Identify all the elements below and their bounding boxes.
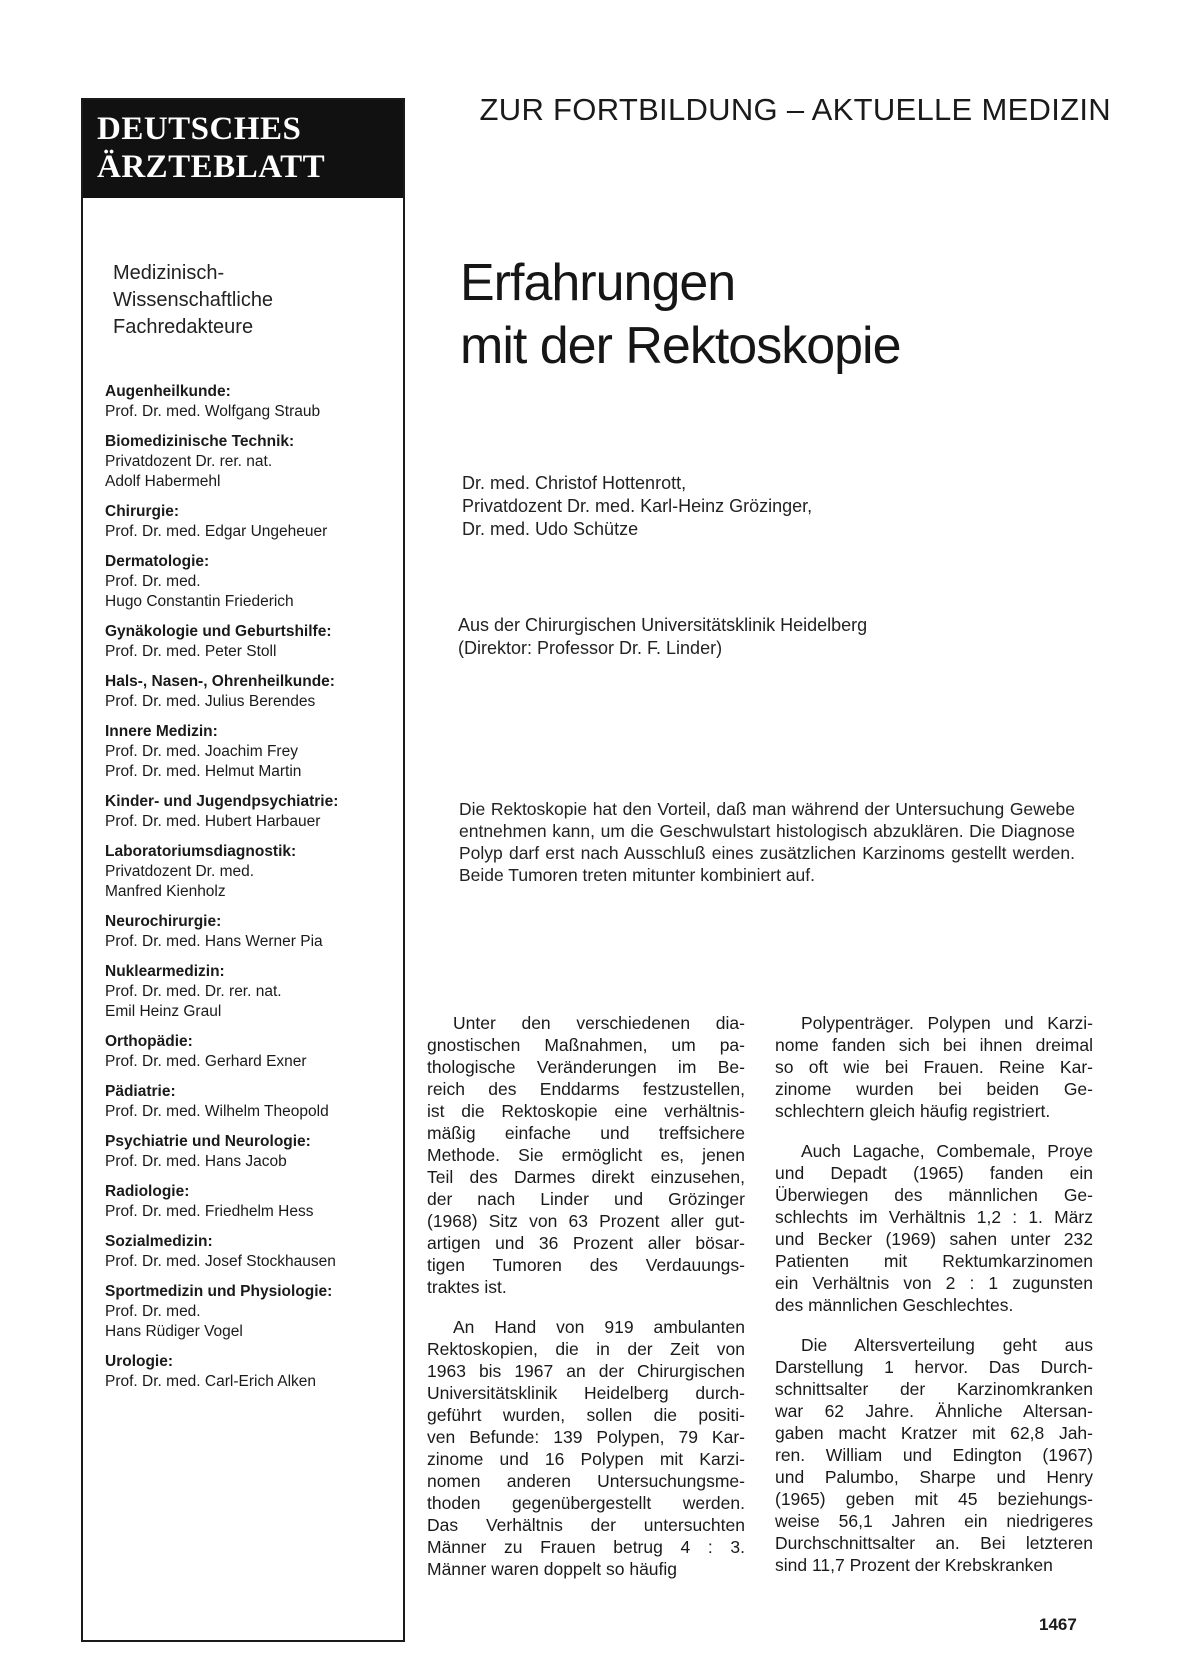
editor-name: Hugo Constantin Friederich bbox=[105, 593, 294, 610]
article-authors bbox=[462, 472, 812, 541]
editor-field: Psychiatrie und Neurologie: bbox=[105, 1133, 311, 1150]
editor-field: Dermatologie: bbox=[105, 553, 210, 570]
affiliation-line: (Direktor: Professor Dr. F. Linder) bbox=[458, 638, 723, 658]
editor-group bbox=[105, 912, 400, 952]
body-line: des männlichen Geschlechtes. bbox=[775, 1295, 1014, 1315]
editor-field: Kinder- und Jugendpsychiatrie: bbox=[105, 793, 339, 810]
page-number: 1467 bbox=[1039, 1615, 1077, 1634]
body-line: artigen und 36 Prozent aller bösar- bbox=[427, 1233, 745, 1253]
editor-field: Sozialmedizin: bbox=[105, 1233, 213, 1250]
section-header: ZUR FORTBILDUNG – AKTUELLE MEDIZIN bbox=[479, 92, 1111, 127]
editor-group bbox=[105, 1132, 400, 1172]
editor-name: Prof. Dr. med. Friedhelm Hess bbox=[105, 1203, 314, 1220]
body-line: ren. William und Edington (1967) bbox=[775, 1445, 1093, 1465]
article-affiliation bbox=[458, 614, 867, 660]
sidebar-heading-line: Wissenschaftliche bbox=[113, 289, 274, 311]
editor-name: Hans Rüdiger Vogel bbox=[105, 1323, 243, 1340]
editor-name: Prof. Dr. med. Josef Stockhausen bbox=[105, 1253, 336, 1270]
body-line: schlechts im Verhältnis 1,2 : 1. März bbox=[775, 1207, 1093, 1227]
body-line: Darstellung 1 hervor. Das Durch- bbox=[775, 1357, 1093, 1377]
body-line: Männer zu Frauen betrug 4 : 3. bbox=[427, 1537, 745, 1557]
editor-group bbox=[105, 432, 400, 492]
editor-field: Pädiatrie: bbox=[105, 1083, 176, 1100]
body-line: ist die Rektoskopie eine verhältnis- bbox=[427, 1101, 745, 1121]
editor-field: Innere Medizin: bbox=[105, 723, 218, 740]
editor-group bbox=[105, 842, 400, 902]
author-line: Dr. med. Christof Hottenrott, bbox=[462, 473, 687, 493]
editor-field: Sportmedizin und Physiologie: bbox=[105, 1283, 333, 1300]
body-line: Durchschnittsalter an. Bei letzteren bbox=[775, 1533, 1093, 1553]
body-line: Auch Lagache, Combemale, Proye bbox=[801, 1141, 1093, 1161]
body-line: (1968) Sitz von 63 Prozent aller gut- bbox=[427, 1211, 745, 1231]
editor-field: Biomedizinische Technik: bbox=[105, 433, 295, 450]
body-paragraph bbox=[775, 1140, 1093, 1316]
body-paragraph bbox=[775, 1012, 1093, 1122]
body-line: Die Altersverteilung geht aus bbox=[801, 1335, 1093, 1355]
body-line: Rektoskopien, die in der Zeit von bbox=[427, 1339, 745, 1359]
body-line: so oft wie bei Frauen. Reine Kar- bbox=[775, 1057, 1093, 1077]
editor-name: Prof. Dr. med. Hans Jacob bbox=[105, 1153, 287, 1170]
body-line: thologische Veränderungen im Be- bbox=[427, 1057, 745, 1077]
editor-name: Prof. Dr. med. Helmut Martin bbox=[105, 763, 302, 780]
body-paragraph bbox=[427, 1012, 745, 1298]
body-line: und Depadt (1965) fanden ein bbox=[775, 1163, 1093, 1183]
body-line: gnostischen Maßnahmen, um pa- bbox=[427, 1035, 745, 1055]
editor-field: Nuklearmedizin: bbox=[105, 963, 225, 980]
editor-sidebar bbox=[81, 98, 405, 1642]
body-line: gaben macht Kratzer mit 62,8 Jah- bbox=[775, 1423, 1093, 1443]
body-line: ven Befunde: 139 Polypen, 79 Kar- bbox=[427, 1427, 745, 1447]
body-line: Teil des Darmes direkt einzusehen, bbox=[427, 1167, 745, 1187]
sidebar-heading-line: Medizinisch- bbox=[113, 262, 225, 284]
editor-name: Prof. Dr. med. Carl-Erich Alken bbox=[105, 1373, 317, 1390]
journal-masthead bbox=[83, 100, 403, 198]
body-line: sind 11,7 Prozent der Krebskranken bbox=[775, 1555, 1053, 1575]
body-line: Patienten mit Rektumkarzinomen bbox=[775, 1251, 1093, 1271]
editor-name: Prof. Dr. med. Wolfgang Straub bbox=[105, 403, 321, 420]
editor-name: Prof. Dr. med. Gerhard Exner bbox=[105, 1053, 307, 1070]
body-line: zinome wurden bei beiden Ge- bbox=[775, 1079, 1093, 1099]
editor-list bbox=[105, 382, 400, 1402]
editor-field: Neurochirurgie: bbox=[105, 913, 222, 930]
editor-name: Prof. Dr. med. Dr. rer. nat. bbox=[105, 983, 282, 1000]
editor-field: Urologie: bbox=[105, 1353, 174, 1370]
body-line: geführt wurden, sollen die positi- bbox=[427, 1405, 745, 1425]
editor-group bbox=[105, 792, 400, 832]
editor-name: Prof. Dr. med. Wilhelm Theopold bbox=[105, 1103, 329, 1120]
editor-group bbox=[105, 1282, 400, 1342]
sidebar-heading-line: Fachredakteure bbox=[113, 316, 254, 338]
editor-name: Prof. Dr. med. bbox=[105, 1303, 201, 1320]
body-line: Das Verhältnis der untersuchten bbox=[427, 1515, 745, 1535]
body-line: weise 56,1 Jahren ein niedrigeres bbox=[775, 1511, 1093, 1531]
body-line: traktes ist. bbox=[427, 1277, 507, 1297]
editor-group bbox=[105, 1182, 400, 1222]
editor-group bbox=[105, 672, 400, 712]
masthead-line-1: DEUTSCHES bbox=[97, 111, 302, 147]
body-line: nomen anderen Untersuchungsme- bbox=[427, 1471, 745, 1491]
editor-name: Prof. Dr. med. Hans Werner Pia bbox=[105, 933, 323, 950]
editor-name: Adolf Habermehl bbox=[105, 473, 221, 490]
editor-group bbox=[105, 1352, 400, 1392]
body-line: Überwiegen des männlichen Ge- bbox=[775, 1185, 1093, 1205]
author-line: Privatdozent Dr. med. Karl-Heinz Grözinger, bbox=[462, 496, 813, 516]
body-line: Universitätsklinik Heidelberg durch- bbox=[427, 1383, 745, 1403]
body-paragraph bbox=[775, 1334, 1093, 1576]
body-column-right bbox=[775, 1012, 1093, 1576]
editor-group bbox=[105, 1082, 400, 1122]
editor-name: Prof. Dr. med. Hubert Harbauer bbox=[105, 813, 321, 830]
body-line: und Palumbo, Sharpe und Henry bbox=[775, 1467, 1093, 1487]
article-title-line: mit der Rektoskopie bbox=[460, 317, 901, 375]
body-line: und Becker (1969) sahen unter 232 bbox=[775, 1229, 1093, 1249]
editor-field: Augenheilkunde: bbox=[105, 383, 231, 400]
body-line: reich des Enddarms festzustellen, bbox=[427, 1079, 745, 1099]
body-line: thoden gegenübergestellt werden. bbox=[427, 1493, 745, 1513]
editor-group bbox=[105, 1232, 400, 1272]
body-line: Polypenträger. Polypen und Karzi- bbox=[801, 1013, 1093, 1033]
editor-name: Prof. Dr. med. Julius Berendes bbox=[105, 693, 316, 710]
body-column-left bbox=[427, 1012, 745, 1580]
editor-name: Privatdozent Dr. med. bbox=[105, 863, 255, 880]
editor-group bbox=[105, 962, 400, 1022]
author-line: Dr. med. Udo Schütze bbox=[462, 519, 639, 539]
body-line: (1965) geben mit 45 beziehungs- bbox=[775, 1489, 1093, 1509]
editor-name: Privatdozent Dr. rer. nat. bbox=[105, 453, 273, 470]
body-line: war 62 Jahre. Ähnliche Altersan- bbox=[775, 1401, 1093, 1421]
editor-field: Hals-, Nasen-, Ohrenheilkunde: bbox=[105, 673, 335, 690]
editor-group bbox=[105, 382, 400, 422]
body-line: zinome und 16 Polypen mit Karzi- bbox=[427, 1449, 745, 1469]
masthead-line-2: ÄRZTEBLATT bbox=[97, 149, 326, 185]
editor-name: Prof. Dr. med. Edgar Ungeheuer bbox=[105, 523, 328, 540]
editor-group bbox=[105, 722, 400, 782]
editor-field: Radiologie: bbox=[105, 1183, 190, 1200]
editor-name: Manfred Kienholz bbox=[105, 883, 226, 900]
body-line: 1963 bis 1967 an der Chirurgischen bbox=[427, 1361, 745, 1381]
editor-name: Emil Heinz Graul bbox=[105, 1003, 222, 1020]
body-line: Unter den verschiedenen dia- bbox=[453, 1013, 745, 1033]
editor-name: Prof. Dr. med. bbox=[105, 573, 201, 590]
editor-name: Prof. Dr. med. Joachim Frey bbox=[105, 743, 298, 760]
article-title bbox=[460, 252, 901, 378]
editor-group bbox=[105, 622, 400, 662]
editor-field: Orthopädie: bbox=[105, 1033, 193, 1050]
body-line: nome fanden sich bei ihnen dreimal bbox=[775, 1035, 1093, 1055]
body-line: ein Verhältnis von 2 : 1 zugunsten bbox=[775, 1273, 1093, 1293]
body-line: tigen Tumoren des Verdauungs- bbox=[427, 1255, 745, 1275]
editor-field: Gynäkologie und Geburtshilfe: bbox=[105, 623, 332, 640]
body-line: mäßig einfache und treffsichere bbox=[427, 1123, 745, 1143]
body-line: Männer waren doppelt so häufig bbox=[427, 1559, 678, 1579]
body-line: der nach Linder und Grözinger bbox=[427, 1189, 745, 1209]
editor-field: Laboratoriumsdiagnostik: bbox=[105, 843, 297, 860]
editor-group bbox=[105, 502, 400, 542]
body-paragraph bbox=[427, 1316, 745, 1580]
article-abstract: Die Rektoskopie hat den Vorteil, daß man während der Untersuchung Gewebe entnehmen kann, um die Geschwulstart histologisch abzuklären. Die Diagnose Polyp darf erst nach Ausschluß eines zusätzlichen Karzinoms gestellt werden. Beide Tumoren treten mitunter kombiniert auf. bbox=[459, 799, 1075, 885]
sidebar-heading bbox=[113, 260, 273, 341]
editor-name: Prof. Dr. med. Peter Stoll bbox=[105, 643, 277, 660]
body-line: An Hand von 919 ambulanten bbox=[453, 1317, 745, 1337]
body-line: Methode. Sie ermöglicht es, jenen bbox=[427, 1145, 745, 1165]
editor-group bbox=[105, 1032, 400, 1072]
editor-group bbox=[105, 552, 400, 612]
affiliation-line: Aus der Chirurgischen Universitätsklinik Heidelberg bbox=[458, 615, 868, 635]
article-title-line: Erfahrungen bbox=[460, 254, 736, 312]
body-line: schnittsalter der Karzinomkranken bbox=[775, 1379, 1093, 1399]
body-line: schlechtern gleich häufig registriert. bbox=[775, 1101, 1051, 1121]
editor-field: Chirurgie: bbox=[105, 503, 180, 520]
